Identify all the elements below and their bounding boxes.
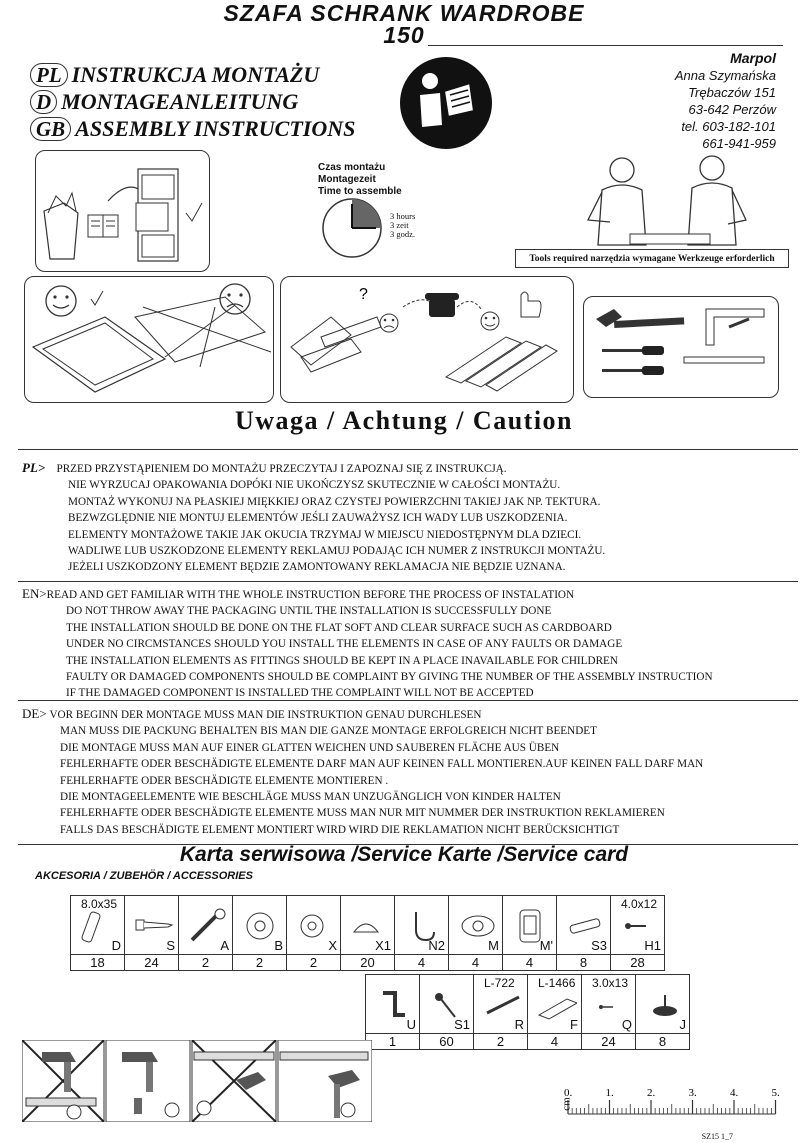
wrong-angle-panel bbox=[192, 1040, 276, 1122]
assembly-time-labels bbox=[318, 162, 402, 198]
contact-phone-1: tel. 603-182-101 bbox=[681, 119, 776, 134]
contact-phone-2: 661-941-959 bbox=[702, 136, 776, 151]
hammer-warning-strip bbox=[22, 1040, 372, 1122]
contact-street: Trębaczów 151 bbox=[688, 85, 776, 100]
lang-label: ASSEMBLY INSTRUCTIONS bbox=[75, 116, 356, 141]
assembly-time-de: Montagezeit bbox=[318, 174, 376, 185]
ruler-label: 0. bbox=[564, 1087, 573, 1099]
tools-required-label: Tools required narzędzia wymagane Werkzeuge erforderlich bbox=[515, 249, 789, 268]
company-name: Marpol bbox=[730, 50, 776, 66]
accessory-cell-S3 bbox=[557, 896, 611, 955]
de-line: DIE MONTAGEELEMENTE WIE BESCHLÄGE MUSS MAN UNZUGÄNGLICH VON KINDER HALTEN bbox=[60, 791, 561, 804]
duration-pl: 3 godz. bbox=[390, 229, 416, 239]
accessories-table-row2 bbox=[365, 974, 690, 1050]
en-line: FAULTY OR DAMAGED COMPONENTS SHOULD BE COMPLAINT BY GIVING THE NUMBER OF THE ASSEMBLY INSTRUCTION bbox=[66, 671, 713, 684]
cabinet-with-manual-icon bbox=[36, 151, 209, 271]
ruler-label: 5. bbox=[771, 1087, 780, 1099]
accessory-cell-X1 bbox=[341, 896, 395, 955]
accessory-quantity: 28 bbox=[611, 955, 665, 971]
wrong-hammer-panel bbox=[22, 1040, 104, 1122]
two-workers-icon bbox=[580, 150, 750, 250]
accessory-quantity: 60 bbox=[420, 1034, 474, 1050]
svg-text:?: ? bbox=[359, 286, 368, 303]
language-row-gb bbox=[30, 116, 355, 142]
accessory-quantity: 2 bbox=[287, 955, 341, 971]
accessory-cell-M bbox=[449, 896, 503, 955]
ruler-label: 3. bbox=[688, 1087, 697, 1099]
language-row-de bbox=[30, 89, 298, 115]
de-line: VOR BEGINN DER MONTAGE MUSS MAN DIE INSTRUKTION GENAU DURCHLESEN bbox=[49, 709, 482, 721]
accessory-cell-F bbox=[528, 975, 582, 1034]
accessory-code: X1 bbox=[375, 938, 391, 953]
call-support-icon bbox=[281, 277, 573, 402]
accessory-cell-Q bbox=[582, 975, 636, 1034]
de-line: FALLS DAS BESCHÄDIGTE ELEMENT MONTIERT WIRD WIRD DIE REKLAMATION NICHT BERÜCKSICHTIGT bbox=[60, 823, 620, 836]
en-line: THE INSTALLATION SHOULD BE DONE ON THE FLAT SOFT AND CLEAR SURFACE SUCH AS CARDBOARD bbox=[66, 621, 612, 634]
en-line: DO NOT THROW AWAY THE PACKAGING UNTIL THE INSTALLATION IS SUCCESSFULLY DONE bbox=[66, 605, 552, 618]
accessory-cell-D bbox=[71, 896, 125, 955]
accessory-cell-J bbox=[636, 975, 690, 1034]
divider-1 bbox=[18, 449, 798, 450]
lang-code: D bbox=[30, 90, 57, 114]
document-title bbox=[0, 2, 808, 46]
contact-name: Anna Szymańska bbox=[674, 68, 776, 83]
divider-3 bbox=[18, 700, 798, 701]
pl-line: WADLIWE LUB USZKODZONE ELEMENTY REKLAMUJ PODAJĄC ICH NUMER Z INSTRUKCJI MONTAŻU. bbox=[68, 545, 606, 558]
pl-line: MONTAŻ WYKONUJ NA PŁASKIEJ MIĘKKIEJ ORAZ CZYSTEJ POWIERZCHNI TAKIEJ JAK NP. TEKTURA. bbox=[68, 495, 601, 508]
accessory-code: N2 bbox=[428, 938, 445, 953]
surface-caution-illustration bbox=[24, 276, 274, 403]
accessory-code: Q bbox=[621, 1017, 632, 1032]
accessory-cell-S1 bbox=[420, 975, 474, 1034]
read-manual-icon bbox=[398, 55, 494, 151]
accessory-quantity: 8 bbox=[557, 955, 611, 971]
en-line: IF THE DAMAGED COMPONENT IS INSTALLED THE COMPLAINT WILL NOT BE ACCEPTED bbox=[66, 687, 534, 700]
title-underline bbox=[428, 45, 783, 46]
accessory-code: X bbox=[328, 938, 337, 953]
accessory-quantity: 1 bbox=[366, 1034, 420, 1050]
accessory-size: L-722 bbox=[484, 976, 515, 990]
de-instructions bbox=[22, 706, 703, 838]
accessory-quantity: 2 bbox=[233, 955, 287, 971]
duration-de: 3 zeit bbox=[390, 220, 409, 230]
accessory-cell-B bbox=[233, 896, 287, 955]
ruler bbox=[558, 1080, 783, 1122]
accessory-code: B bbox=[274, 938, 283, 953]
assembly-time-pl: Czas montażu bbox=[318, 162, 386, 173]
tools-icon bbox=[584, 297, 778, 397]
en-line: UNDER NO CIRCMSTANCES SHOULD YOU INSTALL THE ELEMENTS IN CASE OF ANY FAULTS OR DAMAGE bbox=[66, 638, 623, 651]
accessory-quantity: 2 bbox=[179, 955, 233, 971]
pl-line: NIE WYRZUCAJ OPAKOWANIA DOPÓKI NIE UKOŃCZYSZ SKUTECZNIE W CAŁOŚCI MONTAŻU. bbox=[68, 479, 561, 492]
contact-block bbox=[675, 50, 776, 152]
ruler-label: 2. bbox=[647, 1087, 656, 1099]
accessory-size: 3.0x13 bbox=[592, 976, 629, 990]
pl-line: ELEMENTY MONTAŻOWE TAKIE JAK OKUCIA TRZYMAJ W MIEJSCU NIEDOSTĘPNYM DLA DZIECI. bbox=[68, 528, 582, 541]
accessory-cell-H1 bbox=[611, 896, 665, 955]
accessory-code: F bbox=[570, 1017, 578, 1032]
phone-support-illustration bbox=[280, 276, 574, 403]
assembly-duration bbox=[390, 212, 415, 239]
accessory-code: M bbox=[488, 938, 499, 953]
right-hammer-panel bbox=[106, 1040, 190, 1122]
pl-tag: PL> bbox=[22, 460, 46, 475]
accessory-quantity: 18 bbox=[71, 955, 125, 971]
accessory-code: D bbox=[111, 938, 121, 953]
ruler-label: 4. bbox=[730, 1087, 739, 1099]
pl-instructions bbox=[22, 460, 605, 576]
accessory-code: R bbox=[514, 1017, 524, 1032]
title-line-1: SZAFA SCHRANK WARDROBE bbox=[223, 0, 585, 26]
accessory-quantity: 4 bbox=[395, 955, 449, 971]
accessory-quantity: 4 bbox=[528, 1034, 582, 1050]
pl-line: BEZWZGLĘDNIE NIE MONTUJ ELEMENTÓW JEŚLI ZAUWAŻYSZ ICH WADY LUB USZKODZENIA. bbox=[68, 512, 568, 525]
clock-icon bbox=[320, 196, 384, 260]
accessory-code: S1 bbox=[454, 1017, 470, 1032]
language-row-pl bbox=[30, 62, 319, 88]
accessory-cell-M-prime bbox=[503, 896, 557, 955]
accessory-quantity: 20 bbox=[341, 955, 395, 971]
title-line-2: 150 bbox=[383, 22, 425, 48]
accessory-cell-U bbox=[366, 975, 420, 1034]
footer-code: SZ15 1_7 bbox=[701, 1132, 733, 1141]
accessory-quantity: 24 bbox=[125, 955, 179, 971]
accessory-code: H1 bbox=[644, 938, 661, 953]
accessories-table-row1 bbox=[70, 895, 665, 971]
lang-label: MONTAGEANLEITUNG bbox=[61, 89, 299, 114]
lang-label: INSTRUKCJA MONTAŻU bbox=[71, 62, 320, 87]
de-line: FEHLERHAFTE ODER BESCHÄDIGTE ELEMENTE MONTIEREN . bbox=[60, 774, 389, 787]
de-line: FEHLERHAFTE ODER BESCHÄDIGTE ELEMENTE DARF MAN AUF KEINEN FALL MONTIEREN.AUF KEINEN FALL DARF MAN bbox=[60, 758, 704, 771]
contact-city: 63-642 Perzów bbox=[688, 102, 776, 117]
ruler-label: 1. bbox=[605, 1087, 614, 1099]
accessory-code: M' bbox=[539, 938, 553, 953]
accessory-size: 8.0x35 bbox=[81, 897, 118, 911]
packaging-illustration bbox=[35, 150, 210, 272]
lang-code: PL bbox=[30, 63, 68, 87]
accessory-size: L-1466 bbox=[538, 976, 576, 990]
divider-2 bbox=[18, 581, 798, 582]
ruler-unit: cm bbox=[560, 1097, 573, 1111]
accessory-code: S bbox=[166, 938, 175, 953]
lang-code: GB bbox=[30, 117, 71, 141]
en-line: READ AND GET FAMILIAR WITH THE WHOLE INSTRUCTION BEFORE THE PROCESS OF INSTALATION bbox=[46, 589, 575, 601]
caution-heading: Uwaga / Achtung / Caution bbox=[235, 406, 573, 435]
accessory-cell-N2 bbox=[395, 896, 449, 955]
surface-comparison-icon bbox=[25, 277, 273, 402]
assembly-time-en: Time to assemble bbox=[318, 186, 402, 197]
de-line: MAN MUSS DIE PACKUNG BEHALTEN BIS MAN DIE GANZE MONTAGE ERFOLGREICH NICHT BEENDET bbox=[60, 725, 597, 738]
en-instructions bbox=[22, 586, 713, 702]
accessory-cell-X bbox=[287, 896, 341, 955]
en-line: THE INSTALLATION ELEMENTS AS FITTINGS SHOULD BE KEPT IN A PLACE INAVAILABLE FOR CHILDREN bbox=[66, 654, 618, 667]
right-angle-panel bbox=[278, 1040, 372, 1122]
accessory-cell-R bbox=[474, 975, 528, 1034]
accessory-quantity: 4 bbox=[449, 955, 503, 971]
accessories-title: AKCESORIA / ZUBEHÖR / ACCESSORIES bbox=[35, 870, 253, 882]
accessory-code: A bbox=[220, 938, 229, 953]
pl-line: PRZED PRZYSTĄPIENIEM DO MONTAŻU PRZECZYTAJ I ZAPOZNAJ SIĘ Z INSTRUKCJĄ. bbox=[56, 463, 507, 475]
de-line: DIE MONTAGE MUSS MAN AUF EINER GLATTEN WEICHEN UND SAUBEREN FLÄCHE AUS ÜBEN bbox=[60, 741, 560, 754]
accessory-code: J bbox=[679, 1017, 686, 1032]
accessory-code: S3 bbox=[591, 938, 607, 953]
accessory-quantity: 8 bbox=[636, 1034, 690, 1050]
accessory-quantity: 24 bbox=[582, 1034, 636, 1050]
de-line: FEHLERHAFTE ODER BESCHÄDIGTE ELEMENTE MUSS MAN NUR MIT NUMMER DER INSTRUKTION REKLAMIEREN bbox=[60, 807, 665, 820]
accessory-quantity: 2 bbox=[474, 1034, 528, 1050]
required-tools-illustration bbox=[583, 296, 779, 398]
accessory-size: 4.0x12 bbox=[621, 897, 658, 911]
en-tag: EN> bbox=[22, 586, 47, 601]
service-card-title: Karta serwisowa /Service Karte /Service card bbox=[179, 843, 629, 866]
accessory-cell-A bbox=[179, 896, 233, 955]
accessory-quantity: 4 bbox=[503, 955, 557, 971]
accessory-cell-S bbox=[125, 896, 179, 955]
pl-line: JEŻELI USZKODZONY ELEMENT BĘDZIE ZAMONTOWANY REKLAMACJA NIE BĘDZIE UZNANA. bbox=[68, 561, 566, 574]
de-tag: DE> bbox=[22, 706, 47, 721]
accessory-code: U bbox=[406, 1017, 416, 1032]
duration-en: 3 hours bbox=[390, 211, 416, 221]
